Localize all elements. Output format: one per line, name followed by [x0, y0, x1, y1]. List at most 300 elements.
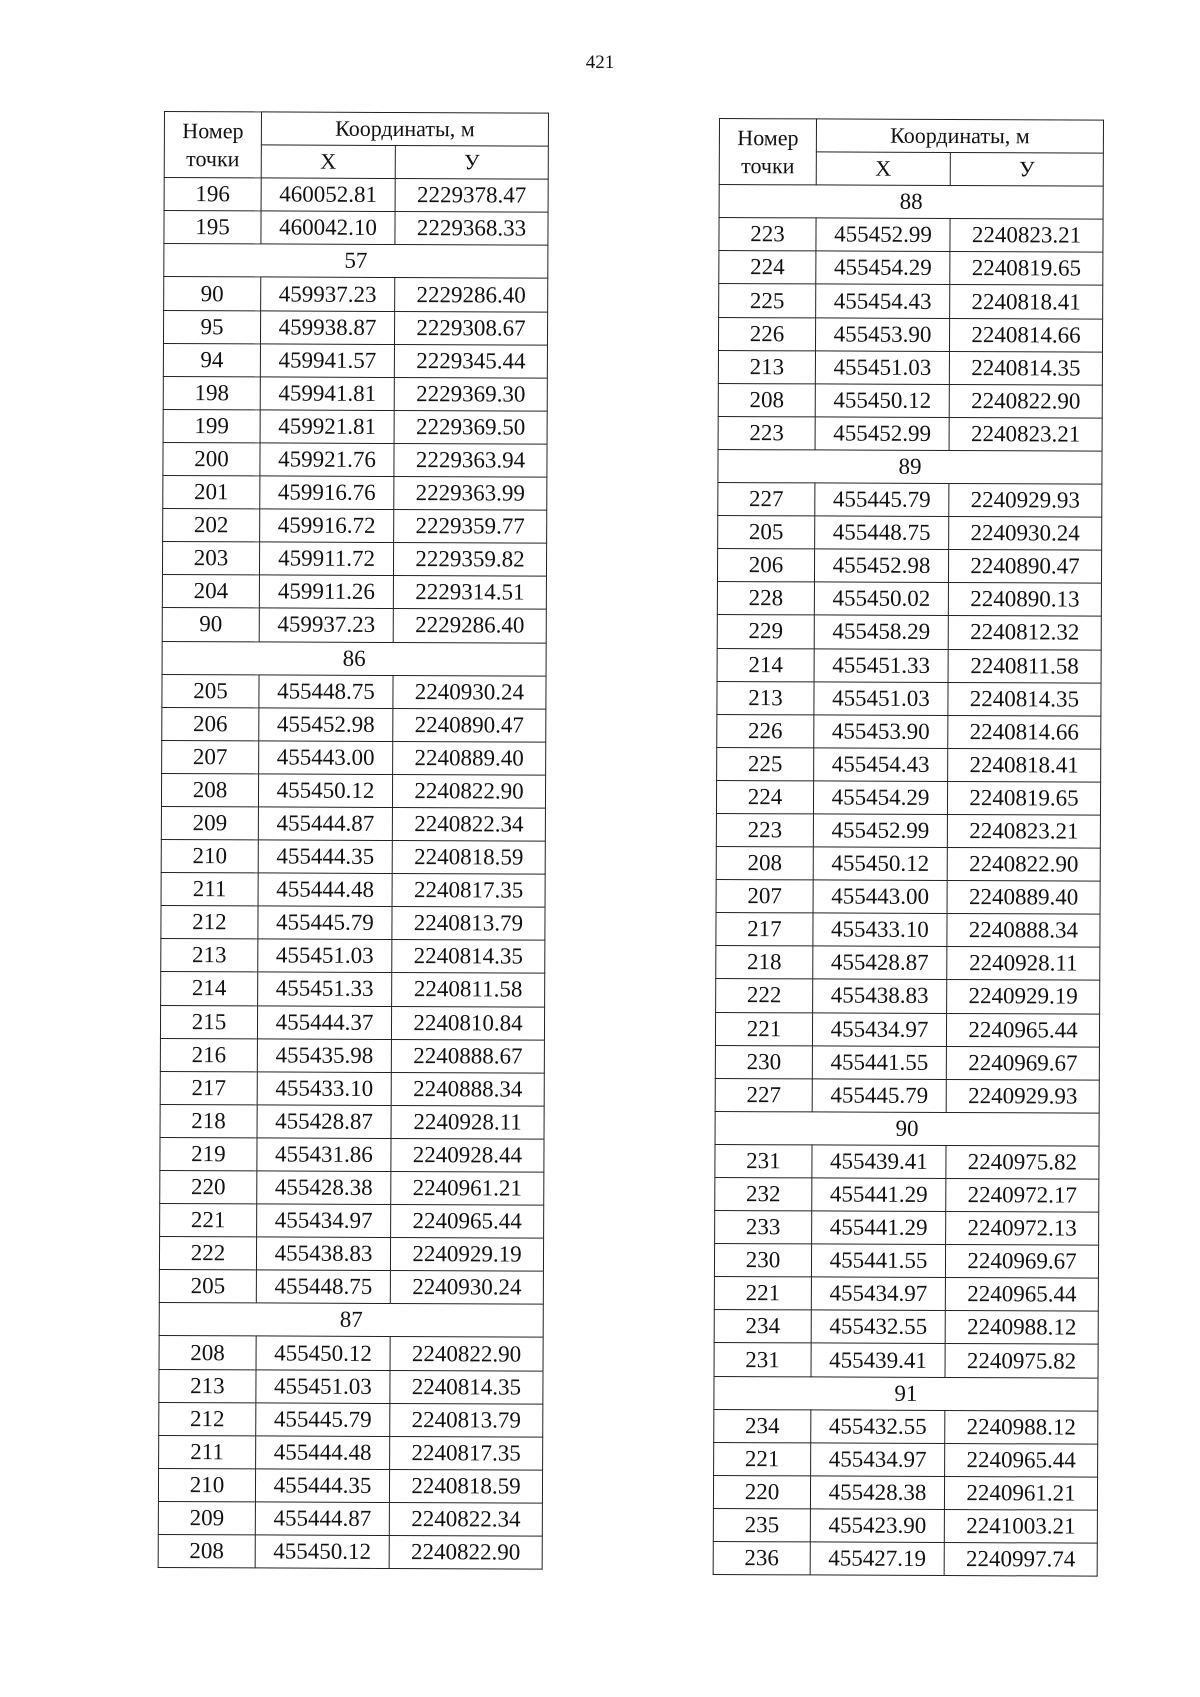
y-coordinate-cell: 2240813.79 — [390, 1403, 543, 1437]
x-coordinate-cell: 459941.57 — [260, 344, 394, 378]
x-coordinate-cell: 459916.72 — [260, 509, 394, 543]
x-coordinate-cell: 455428.87 — [257, 1105, 391, 1139]
table-row — [159, 1270, 543, 1305]
table-body-right — [713, 185, 1103, 1577]
x-coordinate-cell: 455450.02 — [814, 582, 948, 616]
y-coordinate-cell: 2240988.12 — [945, 1311, 1098, 1345]
x-coordinate-cell: 455434.97 — [257, 1204, 391, 1238]
point-number-cell: 206 — [162, 707, 259, 741]
table-header — [719, 119, 1103, 187]
y-coordinate-cell: 2240814.35 — [948, 682, 1101, 716]
x-coordinate-cell: 455428.38 — [810, 1476, 944, 1510]
x-coordinate-cell: 455448.75 — [815, 516, 949, 550]
table-row — [162, 575, 546, 610]
y-coordinate-cell: 2240817.35 — [390, 1436, 543, 1470]
point-number-cell: 196 — [164, 178, 261, 212]
table-row — [719, 284, 1103, 319]
table-row — [716, 946, 1100, 981]
point-number-cell: 219 — [160, 1137, 257, 1171]
point-number-cell: 221 — [714, 1277, 811, 1311]
table-row — [716, 913, 1100, 948]
table-row — [159, 1402, 543, 1437]
x-coordinate-cell: 455445.79 — [258, 906, 392, 940]
header-y: У — [395, 146, 548, 180]
y-coordinate-cell: 2240965.44 — [391, 1205, 544, 1239]
point-number-cell: 235 — [713, 1508, 810, 1542]
point-number-cell: 217 — [160, 1071, 257, 1105]
table-row — [163, 310, 547, 345]
y-coordinate-cell: 2240889.40 — [947, 881, 1100, 915]
y-coordinate-cell: 2229363.99 — [394, 477, 547, 511]
table-row — [715, 1012, 1099, 1047]
table-row — [164, 178, 548, 213]
x-coordinate-cell: 455443.00 — [813, 880, 947, 914]
group-row — [714, 1376, 1098, 1411]
y-coordinate-cell: 2240814.35 — [949, 351, 1102, 385]
x-coordinate-cell: 455452.99 — [816, 218, 950, 252]
point-number-cell: 198 — [163, 376, 260, 410]
point-number-cell: 210 — [161, 840, 258, 874]
y-coordinate-cell: 2241003.21 — [944, 1509, 1097, 1543]
y-coordinate-cell: 2240813.79 — [392, 907, 545, 941]
point-number-cell: 209 — [158, 1501, 255, 1535]
x-coordinate-cell: 455441.29 — [812, 1211, 946, 1245]
table-row — [713, 1542, 1097, 1577]
point-number-cell: 228 — [717, 582, 814, 616]
y-coordinate-cell: 2240818.41 — [948, 748, 1101, 782]
point-number-cell: 205 — [159, 1270, 256, 1304]
y-coordinate-cell: 2240822.34 — [392, 807, 545, 841]
x-coordinate-cell: 455444.35 — [258, 840, 392, 874]
x-coordinate-cell: 455433.10 — [257, 1072, 391, 1106]
point-number-cell: 221 — [715, 1012, 812, 1046]
y-coordinate-cell: 2240822.90 — [949, 384, 1102, 418]
table-row — [162, 740, 546, 775]
y-coordinate-cell: 2240822.90 — [947, 848, 1100, 882]
x-coordinate-cell: 455427.19 — [810, 1542, 944, 1576]
y-coordinate-cell: 2240997.74 — [944, 1543, 1097, 1577]
y-coordinate-cell: 2240811.58 — [392, 973, 545, 1007]
x-coordinate-cell: 455444.87 — [255, 1502, 389, 1536]
y-coordinate-cell: 2240823.21 — [947, 814, 1100, 848]
point-number-cell: 220 — [160, 1170, 257, 1204]
x-coordinate-cell: 455450.12 — [258, 774, 392, 808]
table-row — [161, 939, 545, 974]
table-row — [715, 1211, 1099, 1246]
point-number-cell: 200 — [163, 442, 260, 476]
point-number-cell: 94 — [163, 343, 260, 377]
table-row — [159, 1435, 543, 1470]
x-coordinate-cell: 459938.87 — [260, 310, 394, 344]
x-coordinate-cell: 459911.26 — [259, 575, 393, 609]
table-row — [160, 1137, 544, 1172]
table-row — [164, 211, 548, 246]
table-row — [714, 1244, 1098, 1279]
y-coordinate-cell: 2240823.21 — [949, 417, 1102, 451]
table-row — [161, 972, 545, 1007]
table-row — [717, 582, 1101, 617]
x-coordinate-cell: 455452.98 — [259, 708, 393, 742]
point-number-cell: 220 — [713, 1475, 810, 1509]
point-number-cell: 199 — [163, 409, 260, 443]
group-label: 57 — [164, 244, 548, 279]
table-row — [715, 1078, 1099, 1113]
x-coordinate-cell: 455453.90 — [815, 317, 949, 351]
group-row — [164, 244, 548, 279]
table-row — [162, 608, 546, 643]
y-coordinate-cell: 2240818.41 — [950, 285, 1103, 319]
x-coordinate-cell: 455451.03 — [815, 351, 949, 385]
point-number-cell: 222 — [716, 979, 813, 1013]
x-coordinate-cell: 455432.55 — [811, 1410, 945, 1444]
y-coordinate-cell: 2240969.67 — [945, 1245, 1098, 1279]
point-number-cell: 218 — [160, 1104, 257, 1138]
header-x: Х — [816, 152, 950, 186]
y-coordinate-cell: 2240928.44 — [391, 1138, 544, 1172]
x-coordinate-cell: 455451.03 — [256, 1369, 390, 1403]
y-coordinate-cell: 2240819.65 — [947, 781, 1100, 815]
point-number-cell: 207 — [716, 880, 813, 914]
y-coordinate-cell: 2229378.47 — [395, 179, 548, 213]
x-coordinate-cell: 455444.35 — [255, 1469, 389, 1503]
x-coordinate-cell: 455444.37 — [257, 1005, 391, 1039]
table-row — [163, 409, 547, 444]
point-number-cell: 208 — [159, 1336, 256, 1370]
point-number-cell: 90 — [164, 277, 261, 311]
point-number-cell: 201 — [163, 476, 260, 510]
point-number-cell: 213 — [159, 1369, 256, 1403]
table-row — [160, 1104, 544, 1139]
table-row — [161, 840, 545, 875]
x-coordinate-cell: 455448.75 — [256, 1270, 390, 1304]
point-number-cell: 221 — [160, 1204, 257, 1238]
point-number-cell: 215 — [160, 1005, 257, 1039]
point-number-cell: 223 — [719, 218, 816, 252]
table-row — [160, 1170, 544, 1205]
point-number-cell: 231 — [715, 1144, 812, 1178]
table-row — [163, 343, 547, 378]
y-coordinate-cell: 2240890.13 — [948, 583, 1101, 617]
x-coordinate-cell: 455451.03 — [258, 939, 392, 973]
table-row — [159, 1237, 543, 1272]
y-coordinate-cell: 2240817.35 — [392, 874, 545, 908]
y-coordinate-cell: 2240822.34 — [389, 1502, 542, 1536]
table-row — [161, 806, 545, 841]
table-row — [719, 218, 1103, 253]
x-coordinate-cell: 455439.41 — [812, 1145, 946, 1179]
y-coordinate-cell: 2240818.59 — [389, 1469, 542, 1503]
group-row — [718, 449, 1102, 484]
x-coordinate-cell: 455444.48 — [256, 1436, 390, 1470]
y-coordinate-cell: 2240822.90 — [390, 1337, 543, 1371]
coordinates-table-right — [713, 118, 1104, 1577]
x-coordinate-cell: 455441.29 — [812, 1178, 946, 1212]
y-coordinate-cell: 2240814.66 — [948, 715, 1101, 749]
header-x: Х — [261, 145, 395, 179]
point-number-cell: 203 — [162, 542, 259, 576]
y-coordinate-cell: 2240972.13 — [946, 1212, 1099, 1246]
point-number-cell: 234 — [714, 1409, 811, 1443]
y-coordinate-cell: 2240814.66 — [949, 318, 1102, 352]
x-coordinate-cell: 455451.03 — [814, 682, 948, 716]
x-coordinate-cell: 455450.12 — [813, 847, 947, 881]
y-coordinate-cell: 2240928.11 — [391, 1105, 544, 1139]
x-coordinate-cell: 455454.29 — [813, 781, 947, 815]
x-coordinate-cell: 455452.99 — [815, 417, 949, 451]
x-coordinate-cell: 455435.98 — [257, 1039, 391, 1073]
x-coordinate-cell: 455438.83 — [813, 979, 947, 1013]
point-number-cell: 208 — [158, 1535, 255, 1569]
table-row — [160, 1204, 544, 1239]
point-number-cell: 223 — [718, 416, 815, 450]
x-coordinate-cell: 460052.81 — [261, 178, 395, 212]
group-row — [159, 1303, 543, 1338]
table-row — [713, 1508, 1097, 1543]
table-row — [716, 979, 1100, 1014]
point-number-cell: 214 — [717, 648, 814, 682]
point-number-cell: 225 — [717, 747, 814, 781]
x-coordinate-cell: 455451.33 — [258, 972, 392, 1006]
table-row — [163, 509, 547, 544]
x-coordinate-cell: 459921.81 — [260, 410, 394, 444]
table-row — [719, 251, 1103, 286]
point-number-cell: 225 — [719, 284, 816, 318]
point-number-cell: 208 — [718, 383, 815, 417]
y-coordinate-cell: 2240890.47 — [393, 708, 546, 742]
point-number-cell: 211 — [159, 1435, 256, 1469]
y-coordinate-cell: 2240888.34 — [947, 914, 1100, 948]
table-row — [718, 317, 1102, 352]
x-coordinate-cell: 455445.79 — [812, 1079, 946, 1113]
point-number-cell: 224 — [719, 251, 816, 285]
table-row — [717, 615, 1101, 650]
x-coordinate-cell: 455453.90 — [814, 715, 948, 749]
point-number-cell: 226 — [717, 714, 814, 748]
point-number-cell: 224 — [716, 780, 813, 814]
y-coordinate-cell: 2240929.93 — [946, 1079, 1099, 1113]
point-number-cell: 216 — [160, 1038, 257, 1072]
x-coordinate-cell: 455450.12 — [256, 1336, 390, 1370]
x-coordinate-cell: 455454.43 — [816, 284, 950, 318]
point-number-cell: 217 — [716, 913, 813, 947]
point-number-cell: 211 — [161, 873, 258, 907]
point-number-cell: 218 — [716, 946, 813, 980]
table-row — [717, 681, 1101, 716]
y-coordinate-cell: 2240965.44 — [946, 1013, 1099, 1047]
table-row — [163, 376, 547, 411]
y-coordinate-cell: 2240812.32 — [948, 616, 1101, 650]
x-coordinate-cell: 459921.76 — [260, 443, 394, 477]
x-coordinate-cell: 455441.55 — [812, 1046, 946, 1080]
x-coordinate-cell: 455432.55 — [811, 1310, 945, 1344]
group-row — [715, 1111, 1099, 1146]
x-coordinate-cell: 455441.55 — [811, 1244, 945, 1278]
y-coordinate-cell: 2229368.33 — [395, 212, 548, 246]
point-number-cell: 233 — [715, 1211, 812, 1245]
table-row — [160, 1038, 544, 1073]
y-coordinate-cell: 2240930.24 — [393, 675, 546, 709]
x-coordinate-cell: 455444.48 — [258, 873, 392, 907]
table-row — [717, 549, 1101, 584]
point-number-cell: 223 — [716, 813, 813, 847]
table-row — [163, 442, 547, 477]
y-coordinate-cell: 2240972.17 — [946, 1179, 1099, 1213]
x-coordinate-cell: 459937.23 — [259, 608, 393, 642]
point-number-cell: 208 — [161, 773, 258, 807]
x-coordinate-cell: 455458.29 — [814, 615, 948, 649]
table-row — [717, 747, 1101, 782]
point-number-cell: 213 — [718, 350, 815, 384]
group-label: 90 — [715, 1111, 1099, 1146]
point-number-cell: 210 — [158, 1468, 255, 1502]
group-row — [162, 641, 546, 676]
header-point-number: Номер точки — [719, 119, 816, 186]
header-y: У — [950, 153, 1103, 187]
table-row — [715, 1045, 1099, 1080]
header-point-number: Номер точки — [164, 112, 261, 179]
point-number-cell: 222 — [159, 1237, 256, 1271]
x-coordinate-cell: 455452.99 — [813, 814, 947, 848]
y-coordinate-cell: 2240889.40 — [393, 741, 546, 775]
table-row — [162, 707, 546, 742]
point-number-cell: 227 — [715, 1078, 812, 1112]
y-coordinate-cell: 2240930.24 — [949, 517, 1102, 551]
point-number-cell: 229 — [717, 615, 814, 649]
page-number: 421 — [585, 52, 615, 73]
x-coordinate-cell: 455438.83 — [256, 1237, 390, 1271]
x-coordinate-cell: 459937.23 — [261, 277, 395, 311]
table-row — [718, 483, 1102, 518]
y-coordinate-cell: 2229369.30 — [394, 377, 547, 411]
point-number-cell: 209 — [161, 806, 258, 840]
y-coordinate-cell: 2240929.19 — [390, 1238, 543, 1272]
point-number-cell: 205 — [162, 674, 259, 708]
group-row — [719, 185, 1103, 220]
x-coordinate-cell: 455452.98 — [814, 549, 948, 583]
y-coordinate-cell: 2240814.35 — [390, 1370, 543, 1404]
point-number-cell: 205 — [718, 516, 815, 550]
table-row — [714, 1442, 1098, 1477]
x-coordinate-cell: 455445.79 — [815, 483, 949, 517]
y-coordinate-cell: 2229286.40 — [395, 278, 548, 312]
point-number-cell: 227 — [718, 483, 815, 517]
point-number-cell: 195 — [164, 211, 261, 245]
x-coordinate-cell: 455444.87 — [258, 807, 392, 841]
y-coordinate-cell: 2229359.77 — [394, 510, 547, 544]
table-row — [716, 847, 1100, 882]
table-row — [717, 648, 1101, 683]
group-label: 89 — [718, 449, 1102, 484]
table-row — [713, 1475, 1097, 1510]
point-number-cell: 207 — [162, 740, 259, 774]
group-label: 87 — [159, 1303, 543, 1338]
x-coordinate-cell: 459916.76 — [260, 476, 394, 510]
x-coordinate-cell: 455450.12 — [815, 384, 949, 418]
y-coordinate-cell: 2229286.40 — [393, 609, 546, 643]
table-row — [718, 516, 1102, 551]
x-coordinate-cell: 455454.43 — [814, 748, 948, 782]
point-number-cell: 236 — [713, 1542, 810, 1576]
table-body-left — [158, 178, 548, 1570]
table-row — [718, 416, 1102, 451]
point-number-cell: 202 — [163, 509, 260, 543]
x-coordinate-cell: 455451.33 — [814, 648, 948, 682]
y-coordinate-cell: 2240822.90 — [392, 774, 545, 808]
point-number-cell: 213 — [161, 939, 258, 973]
y-coordinate-cell: 2240928.11 — [947, 947, 1100, 981]
y-coordinate-cell: 2240888.67 — [391, 1039, 544, 1073]
y-coordinate-cell: 2229363.94 — [394, 443, 547, 477]
table-row — [161, 906, 545, 941]
point-number-cell: 212 — [159, 1402, 256, 1436]
y-coordinate-cell: 2229359.82 — [393, 543, 546, 577]
table-row — [161, 773, 545, 808]
y-coordinate-cell: 2240890.47 — [948, 550, 1101, 584]
table-row — [164, 277, 548, 312]
point-number-cell: 212 — [161, 906, 258, 940]
x-coordinate-cell: 460042.10 — [261, 211, 395, 245]
table-row — [716, 880, 1100, 915]
x-coordinate-cell: 455428.87 — [813, 946, 947, 980]
x-coordinate-cell: 455434.97 — [811, 1277, 945, 1311]
x-coordinate-cell: 459941.81 — [260, 377, 394, 411]
x-coordinate-cell: 455431.86 — [257, 1138, 391, 1172]
table-row — [717, 714, 1101, 749]
table-row — [159, 1336, 543, 1371]
table-header — [164, 112, 548, 180]
table-row — [714, 1277, 1098, 1312]
table-row — [715, 1177, 1099, 1212]
y-coordinate-cell: 2240814.35 — [392, 940, 545, 974]
table-row — [714, 1310, 1098, 1345]
y-coordinate-cell: 2240929.19 — [947, 980, 1100, 1014]
point-number-cell: 221 — [714, 1442, 811, 1476]
y-coordinate-cell: 2240929.93 — [949, 484, 1102, 518]
group-label: 88 — [719, 185, 1103, 220]
table-row — [158, 1468, 542, 1503]
y-coordinate-cell: 2240975.82 — [945, 1344, 1098, 1378]
point-number-cell: 204 — [162, 575, 259, 609]
y-coordinate-cell: 2240965.44 — [945, 1278, 1098, 1312]
y-coordinate-cell: 2240965.44 — [945, 1443, 1098, 1477]
table-row — [158, 1501, 542, 1536]
y-coordinate-cell: 2240810.84 — [391, 1006, 544, 1040]
point-number-cell: 231 — [714, 1343, 811, 1377]
x-coordinate-cell: 455454.29 — [816, 251, 950, 285]
y-coordinate-cell: 2240975.82 — [946, 1145, 1099, 1179]
x-coordinate-cell: 459911.72 — [259, 542, 393, 576]
x-coordinate-cell: 455439.41 — [811, 1343, 945, 1377]
table-row — [718, 383, 1102, 418]
x-coordinate-cell: 455448.75 — [259, 675, 393, 709]
y-coordinate-cell: 2240961.21 — [944, 1476, 1097, 1510]
table-row — [160, 1005, 544, 1040]
x-coordinate-cell: 455450.12 — [255, 1535, 389, 1569]
table-row — [158, 1535, 542, 1570]
y-coordinate-cell: 2240819.65 — [950, 252, 1103, 286]
table-row — [163, 476, 547, 511]
y-coordinate-cell: 2240930.24 — [390, 1271, 543, 1305]
y-coordinate-cell: 2240988.12 — [945, 1410, 1098, 1444]
point-number-cell: 230 — [715, 1045, 812, 1079]
point-number-cell: 234 — [714, 1310, 811, 1344]
y-coordinate-cell: 2240961.21 — [391, 1172, 544, 1206]
table-row — [160, 1071, 544, 1106]
y-coordinate-cell: 2229369.50 — [394, 410, 547, 444]
header-coordinates: Координаты, м — [261, 112, 548, 146]
y-coordinate-cell: 2240818.59 — [392, 841, 545, 875]
x-coordinate-cell: 455423.90 — [810, 1509, 944, 1543]
